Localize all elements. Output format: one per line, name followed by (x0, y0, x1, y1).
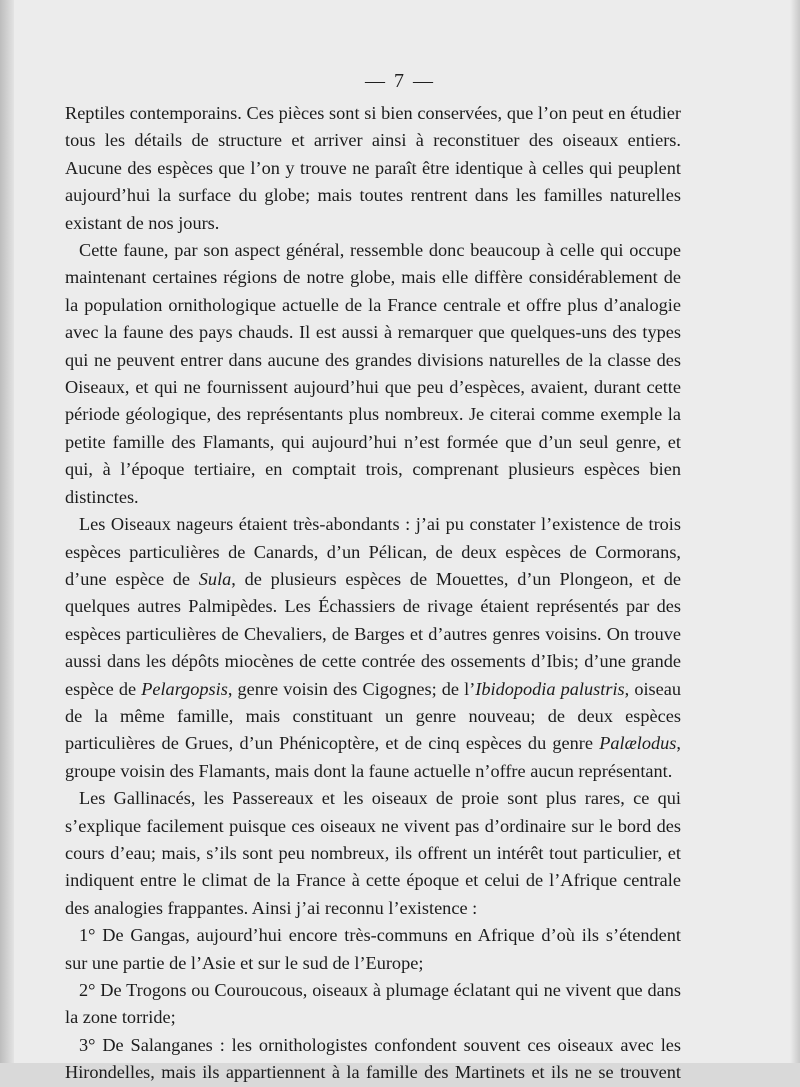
paragraph-3-text-d: , oiseau de la même famille, mais constituant un genre nouveau; de deux espèces particulières de Grues, d’un Phénicoptère, et de cinq espèces du genre (65, 678, 682, 754)
paragraph-3-text-b: , de plusieurs espèces de Mouettes, d’un Plongeon, et de quelques autres Palmipèdes. Les Échassiers de rivage étaient représentés par des espèces particulières de Chevaliers, de Barges et d’autres genres voisins. On trouve aussi dans les dépôts miocènes de cette contrée des ossements d’Ibis; d’une grande espèce de (65, 568, 681, 699)
list-item-trogons-text: 2° De Trogons ou Couroucous, oiseaux à plumage éclatant qui ne vivent que dans la zone torride; (65, 980, 681, 1028)
list-item-gangas-text: 1° De Gangas, aujourd’hui encore très-communs en Afrique d’où ils s’étendent sur une partie de l’Asie et sur le sud de l’Europe; (65, 925, 681, 973)
list-item-salanganes-text: 3° De Salanganes : les ornithologistes confondent souvent ces oiseaux avec les Hirondelles, mais ils appartiennent à la famille des Martinets et ils ne se trouvent (65, 1034, 681, 1083)
paragraph-4-text: Les Gallinacés, les Passereaux et les oiseaux de proie sont plus rares, ce qui s’explique facilement puisque ces oiseaux ne vivent pas d’ordinaire sur le bord des cours d’eau; mais, s’ils sont peu nombreux, ils offrent un intérêt tout particulier, et indiquent entre le climat de la France à cette époque et celui de l’Afrique centrale des analogies frappantes. Ainsi j’ai reconnu l’existence : (65, 788, 681, 918)
page-number: — 7 — (365, 70, 435, 92)
taxon-ibidopodia: Ibidopodia palustris (475, 678, 625, 699)
paragraph-3-text-c: , genre voisin des Cigognes; de l’ (227, 678, 476, 699)
paragraph-3-text-a: Les Oiseaux nageurs étaient très-abondants : j’ai pu constater l’existence de trois espèces particulières de Canards, d’un Pélican, de deux espèces de Cormorans, d’une espèce de (65, 514, 681, 589)
list-item-trogons (65, 977, 681, 1032)
paragraph-1 (65, 100, 681, 237)
page-left-edge (0, 0, 14, 1063)
taxon-sula: Sula (198, 568, 232, 589)
taxon-pelargopsis: Pelargopsis (141, 678, 228, 699)
page-right-edge (790, 0, 800, 1063)
paragraph-2 (65, 237, 681, 511)
list-item-salanganes (65, 1032, 681, 1087)
body-text (65, 100, 681, 1087)
paragraph-3 (65, 511, 681, 785)
paragraph-1-text: Reptiles contemporains. Ces pièces sont si bien conservées, que l’on peut en étudier tous les détails de structure et arriver ainsi à reconstituer des oiseaux entiers. Aucune des espèces que l’on y trouve ne paraît être identique à celles qui peuplent aujourd’hui la surface du globe; mais toutes rentrent dans les familles naturelles existant de nos jours. (65, 103, 681, 233)
list-item-gangas (65, 922, 681, 977)
taxon-palaelodus: Palælodus (599, 733, 677, 754)
paragraph-4 (65, 785, 681, 922)
paragraph-2-text: Cette faune, par son aspect général, ressemble donc beaucoup à celle qui occupe maintenant certaines régions de notre globe, mais elle diffère considérablement de la population ornithologique actuelle de la France centrale et offre plus d’analogie avec la faune des pays chauds. Il est aussi à remarquer que quelques-uns des types qui ne peuvent entrer dans aucune des grandes divisions naturelles de la classe des Oiseaux, et qui ne fournissent aujourd’hui que peu d’espèces, avaient, durant cette période géologique, des représentants plus nombreux. Je citerai comme exemple la petite famille des Flamants, qui aujourd’hui n’est formée que d’un seul genre, et qui, à l’époque tertiaire, en comptait trois, comprenant plusieurs espèces bien distinctes. (65, 240, 681, 507)
paragraph-3-text-e: , groupe voisin des Flamants, mais dont la faune actuelle n’offre aucun représentant. (65, 733, 681, 781)
